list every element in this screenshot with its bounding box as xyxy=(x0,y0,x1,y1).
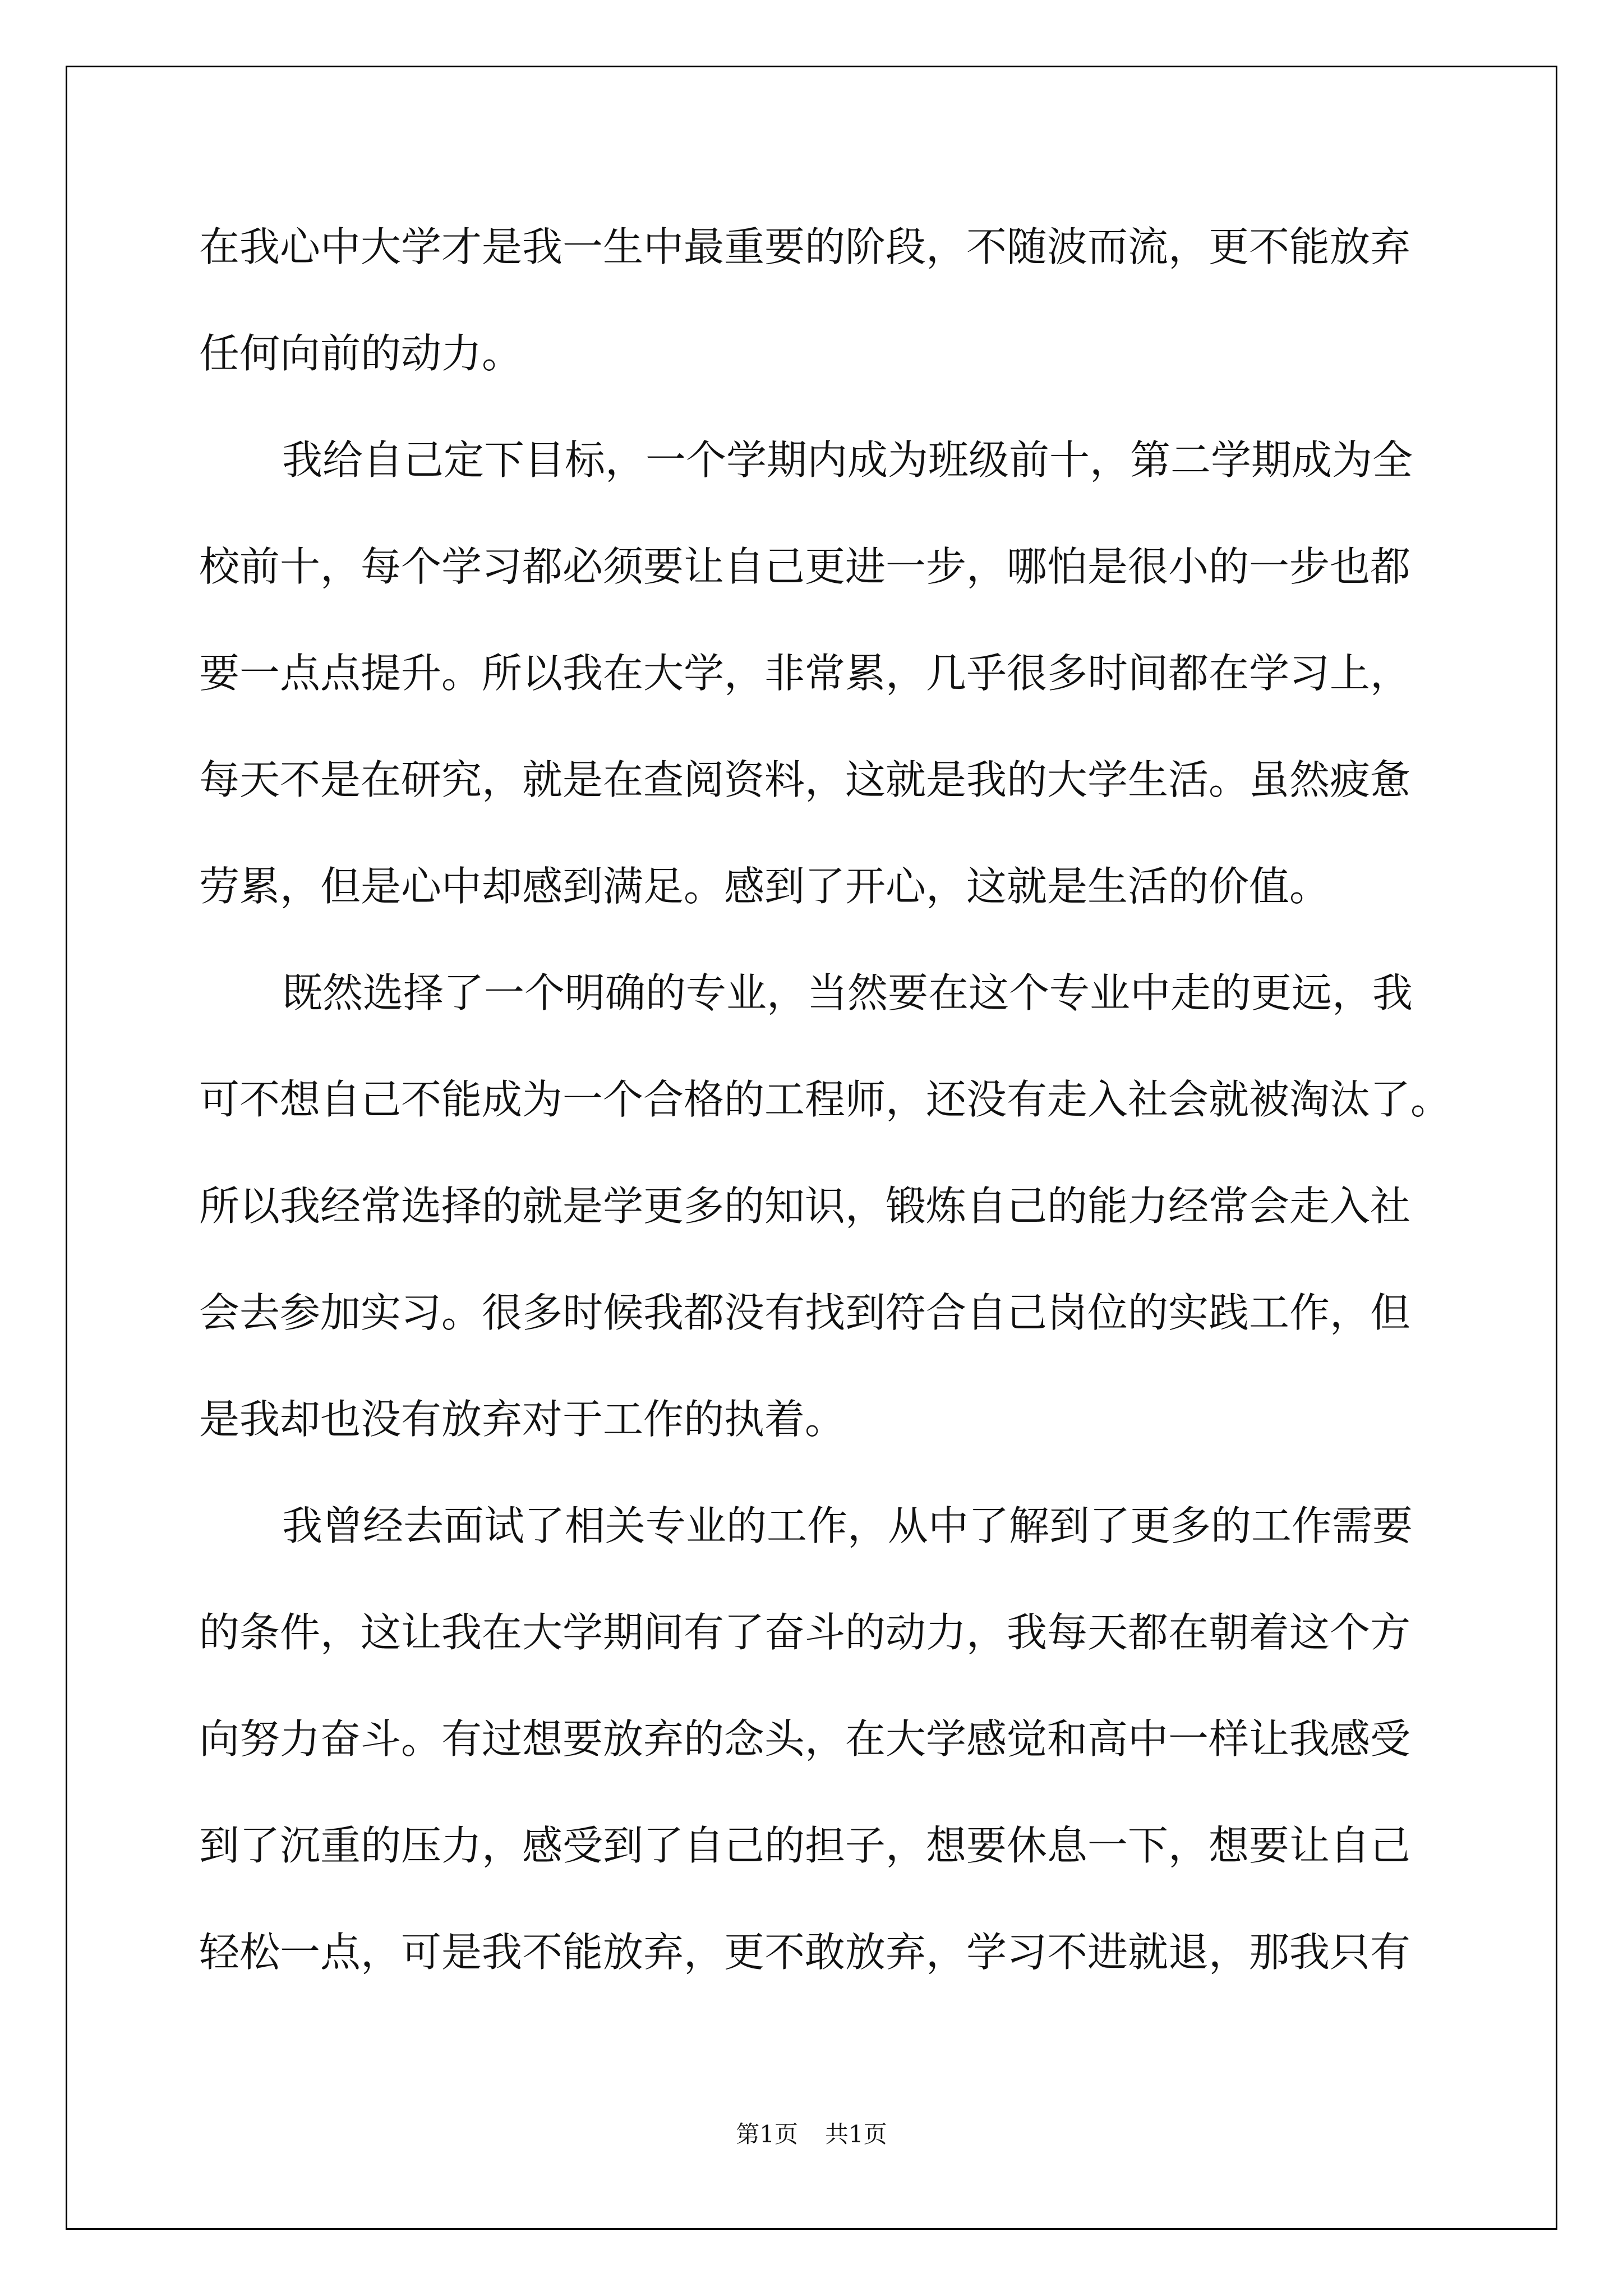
text-line-6: 每天不是在研究，就是在查阅资料，这就是我的大学生活。虽然疲惫 xyxy=(199,756,1411,803)
text-line-17: 轻松一点，可是我不能放弃，更不敢放弃，学习不进就退，那我只有 xyxy=(199,1929,1411,1976)
text-line-11: 会去参加实习。很多时候我都没有找到符合自己岗位的实践工作，但 xyxy=(199,1289,1411,1336)
document-body xyxy=(199,194,1451,2005)
text-line-8: 既然选择了一个明确的专业，当然要在这个专业中走的更远，我 xyxy=(282,969,1413,1016)
text-line-14: 的条件，这让我在大学期间有了奋斗的动力，我每天都在朝着这个方 xyxy=(199,1609,1411,1656)
text-line-16: 到了沉重的压力，感受到了自己的担子，想要休息一下，想要让自己 xyxy=(199,1822,1411,1869)
page-total: 共1页 xyxy=(825,2120,887,2148)
text-line-4: 校前十，每个学习都必须要让自己更进一步，哪怕是很小的一步也都 xyxy=(199,543,1411,590)
text-line-13: 我曾经去面试了相关专业的工作，从中了解到了更多的工作需要 xyxy=(282,1502,1413,1549)
page-footer xyxy=(0,2116,1623,2150)
text-line-1: 在我心中大学才是我一生中最重要的阶段，不随波而流，更不能放弃 xyxy=(199,223,1411,270)
text-line-15: 向努力奋斗。有过想要放弃的念头，在大学感觉和高中一样让我感受 xyxy=(199,1715,1411,1763)
text-line-5: 要一点点提升。所以我在大学，非常累，几乎很多时间都在学习上， xyxy=(199,650,1411,697)
page-number: 第1页 xyxy=(736,2120,798,2148)
text-line-3: 我给自己定下目标，一个学期内成为班级前十，第二学期成为全 xyxy=(282,436,1413,484)
text-line-7: 劳累，但是心中却感到满足。感到了开心，这就是生活的价值。 xyxy=(199,863,1330,910)
text-line-2: 任何向前的动力。 xyxy=(199,330,523,377)
text-line-10: 所以我经常选择的就是学更多的知识，锻炼自己的能力经常会走入社 xyxy=(199,1182,1411,1230)
text-line-9: 可不想自己不能成为一个合格的工程师，还没有走入社会就被淘汰了。 xyxy=(199,1076,1451,1123)
text-line-12: 是我却也没有放弃对于工作的执着。 xyxy=(199,1396,846,1443)
